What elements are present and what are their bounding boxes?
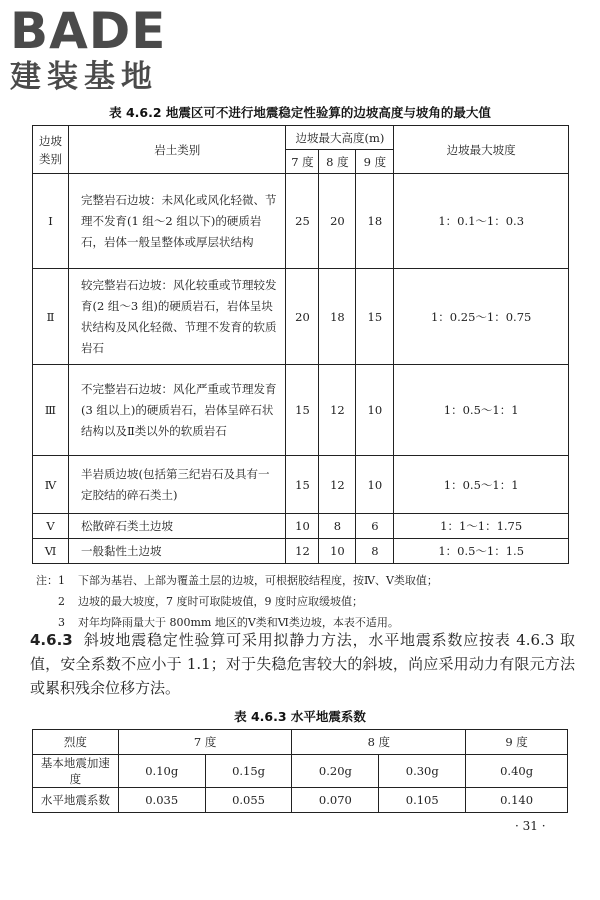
seismic-coefficient-table (32, 729, 568, 813)
description-cell: 半岩质边坡(包括第三纪岩石及具有一定胶结的碎石类土) (68, 456, 286, 514)
height-8-cell: 18 (319, 269, 356, 365)
brand-logo (10, 4, 166, 94)
height-7-cell: 10 (286, 514, 319, 539)
table-4-6-3-caption: 表 4.6.3 水平地震系数 (234, 709, 366, 724)
height-9-cell: 8 (356, 539, 394, 564)
table-row (33, 365, 569, 456)
accel-cell: 0.40g (466, 755, 568, 788)
slope-cell: 1：0.1～1：0.3 (394, 174, 569, 269)
height-7-cell: 20 (286, 269, 319, 365)
logo-subtitle: 建装基地 (10, 59, 158, 95)
degree-7: 7 度 (118, 730, 292, 755)
slope-cell: 1：1～1：1.75 (394, 514, 569, 539)
table-row (33, 174, 569, 269)
label-coefficient: 水平地震系数 (33, 788, 119, 813)
section-number: 4.6.3 (30, 631, 73, 649)
description-cell: 较完整岩石边坡：风化较重或节理较发育(2 组～3 组)的硬质岩石，岩体呈块状结构及风化轻微、节理不发育的软质岩石 (68, 269, 286, 365)
slope-cell: 1：0.5～1：1 (394, 365, 569, 456)
table-row (33, 539, 569, 564)
section-4-6-3 (30, 628, 575, 700)
category-cell: Ⅰ (33, 174, 69, 269)
degree-8: 8 度 (292, 730, 466, 755)
table-row (33, 755, 568, 788)
slope-cell: 1：0.25～1：0.75 (394, 269, 569, 365)
table-notes (36, 570, 580, 633)
coef-cell: 0.070 (292, 788, 379, 813)
height-8-cell: 10 (319, 539, 356, 564)
height-9-cell: 10 (356, 365, 394, 456)
height-9-cell: 6 (356, 514, 394, 539)
table-4-6-2-caption: 表 4.6.2 地震区可不进行地震稳定性验算的边坡高度与坡角的最大值 (109, 105, 491, 120)
note-text: 对年均降雨量大于 800mm 地区的Ⅴ类和Ⅵ类边坡，本表不适用。 (78, 616, 399, 629)
category-cell: Ⅴ (33, 514, 69, 539)
degree-9: 9 度 (466, 730, 568, 755)
header-max-height: 边坡最大高度(m) (286, 126, 394, 150)
logo-text: BADE (10, 2, 167, 60)
description-cell: 一般黏性土边坡 (68, 539, 286, 564)
table-row (33, 269, 569, 365)
accel-cell: 0.20g (292, 755, 379, 788)
note-item (36, 570, 580, 591)
height-9-cell: 10 (356, 456, 394, 514)
label-intensity: 烈度 (33, 730, 119, 755)
height-9-cell: 18 (356, 174, 394, 269)
note-number: 3 (58, 616, 65, 629)
label-acceleration: 基本地震加速度 (33, 755, 119, 788)
note-number: 2 (58, 595, 65, 608)
accel-cell: 0.30g (379, 755, 466, 788)
description-cell: 松散碎石类土边坡 (68, 514, 286, 539)
table-row (33, 788, 568, 813)
table-row (33, 730, 568, 755)
accel-cell: 0.10g (118, 755, 205, 788)
header-9-degree: 9 度 (356, 150, 394, 174)
coef-cell: 0.035 (118, 788, 205, 813)
header-rock-type: 岩土类别 (68, 126, 286, 174)
note-item (50, 591, 580, 612)
coef-cell: 0.140 (466, 788, 568, 813)
category-cell: Ⅲ (33, 365, 69, 456)
header-7-degree: 7 度 (286, 150, 319, 174)
height-8-cell: 12 (319, 365, 356, 456)
category-cell: Ⅳ (33, 456, 69, 514)
coef-cell: 0.105 (379, 788, 466, 813)
notes-lead: 注： (36, 574, 58, 587)
description-cell: 不完整岩石边坡：风化严重或节理发育(3 组以上)的硬质岩石，岩体呈碎石状结构以及Ⅱ类以外的软质岩石 (68, 365, 286, 456)
accel-cell: 0.15g (205, 755, 292, 788)
height-7-cell: 15 (286, 365, 319, 456)
header-8-degree: 8 度 (319, 150, 356, 174)
table-row (33, 514, 569, 539)
slope-cell: 1：0.5～1：1.5 (394, 539, 569, 564)
page-number: · 31 · (515, 819, 546, 833)
height-8-cell: 20 (319, 174, 356, 269)
height-8-cell: 8 (319, 514, 356, 539)
section-text: 斜坡地震稳定性验算可采用拟静力方法，水平地震系数应按表 4.6.3 取值，安全系数不应小于 1.1；对于失稳危害较大的斜坡，尚应采用动力有限元方法或累积残余位移方法。 (30, 631, 575, 697)
note-number: 1 (58, 574, 65, 587)
slope-cell: 1：0.5～1：1 (394, 456, 569, 514)
height-7-cell: 12 (286, 539, 319, 564)
note-text: 下部为基岩、上部为覆盖土层的边坡，可根据胶结程度，按Ⅳ、Ⅴ类取值； (78, 574, 438, 587)
slope-limits-table (32, 125, 569, 564)
category-cell: Ⅱ (33, 269, 69, 365)
height-8-cell: 12 (319, 456, 356, 514)
table-row (33, 456, 569, 514)
height-9-cell: 15 (356, 269, 394, 365)
header-max-slope: 边坡最大坡度 (394, 126, 569, 174)
description-cell: 完整岩石边坡：未风化或风化轻微、节理不发育(1 组～2 组以下)的硬质岩石，岩体一般呈整体或厚层状结构 (68, 174, 286, 269)
height-7-cell: 15 (286, 456, 319, 514)
header-slope-category: 边坡类别 (33, 126, 69, 174)
coef-cell: 0.055 (205, 788, 292, 813)
note-text: 边坡的最大坡度，7 度时可取陡坡值，9 度时应取缓坡值； (78, 595, 363, 608)
height-7-cell: 25 (286, 174, 319, 269)
category-cell: Ⅵ (33, 539, 69, 564)
